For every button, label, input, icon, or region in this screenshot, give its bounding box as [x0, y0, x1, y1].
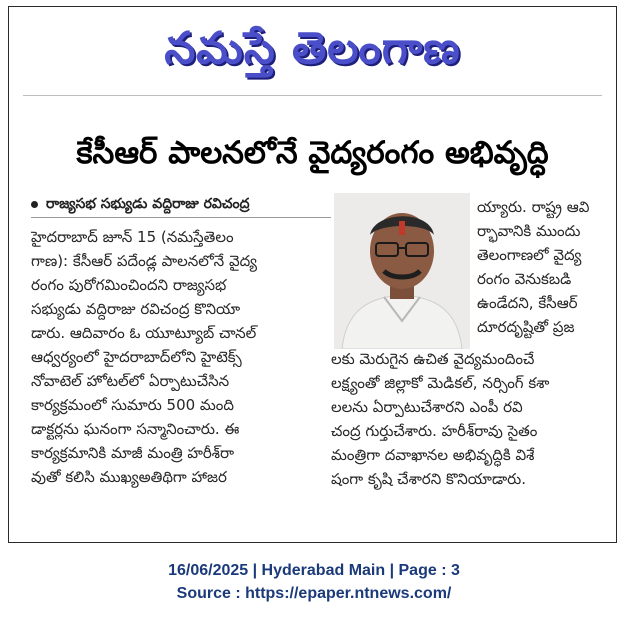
byline-divider	[31, 217, 331, 218]
text-line: రంగం పురోగమించిందని రాజ్యసభ	[31, 276, 227, 294]
text-line: డాక్టర్లను ఘనంగా సన్మానించారు. ఈ	[31, 420, 240, 438]
portrait-photo	[334, 193, 470, 349]
article-left-column	[31, 225, 329, 489]
text-line: షంగా కృషి చేశారని కొనియాడారు.	[331, 470, 526, 488]
text-line: లక్ష్యంతో జిల్లాకో మెడికల్, నర్సింగ్ కశా	[331, 374, 550, 392]
text-line: హైదరాబాద్ జూన్ 15 (నమస్తేతెలం	[31, 228, 234, 246]
bullet-icon	[31, 201, 38, 208]
text-line: ర్భావానికి ముందు	[477, 222, 581, 240]
text-line: లలను ఏర్పాటుచేశారని ఎంపీ రవి	[331, 398, 523, 416]
headline-text: కేసీఆర్ పాలనలోనే వైద్యరంగం అభివృద్ధి	[76, 135, 549, 171]
text-line: లకు మెరుగైన ఉచిత వైద్యమందించే	[331, 350, 535, 368]
masthead	[9, 9, 616, 89]
text-line: కార్యక్రమంలో సుమారు 500 మంది	[31, 396, 235, 414]
text-line: కార్యక్రమానికి మాజీ మంత్రి హరీశ్‌రా	[31, 444, 235, 462]
text-line: గాణ): కేసీఆర్ పదేండ్ల పాలనలోనే వైద్య	[31, 252, 257, 270]
masthead-divider	[23, 95, 602, 96]
footer-dateline: 16/06/2025 | Hyderabad Main | Page : 3	[168, 562, 460, 579]
headline	[9, 125, 616, 181]
byline-text: రాజ్యసభ సభ్యుడు వద్దిరాజు రవిచంద్ర	[46, 196, 250, 212]
text-line: రంగం వెనుకబడి	[477, 270, 572, 288]
byline	[31, 193, 331, 215]
text-line: డారు. ఆదివారం ఓ యూట్యూబ్ చానల్	[31, 324, 257, 342]
text-line: చంద్ర గుర్తుచేశారు. హరీశ్‌రావు సైతం	[331, 422, 538, 440]
newspaper-clipping	[8, 6, 617, 543]
article-bottom-column	[331, 347, 613, 491]
text-line: దూరదృష్టితో ప్రజ	[477, 318, 575, 336]
text-line: సభ్యుడు వద్దిరాజు రవిచంద్ర కొనియా	[31, 300, 241, 318]
text-line: ఆధ్వర్యంలో హైదరాబాద్‌లోని హైటెక్స్	[31, 348, 242, 366]
masthead-title: నమస్తే తెలంగాణ	[164, 23, 461, 74]
text-line: య్యారు. రాష్ట్ర ఆవి	[477, 198, 590, 216]
person-portrait-icon	[334, 193, 470, 349]
article-right-column	[477, 195, 617, 339]
footer-source: Source : https://epaper.ntnews.com/	[176, 585, 452, 602]
text-line: తెలంగాణలో వైద్య	[477, 246, 582, 264]
text-line: మంత్రిగా దవాఖానల అభివృద్ధికి విశే	[331, 446, 535, 464]
text-line: ఉండేదని, కేసీఆర్	[477, 294, 578, 312]
text-line: నోవాటెల్ హోటల్‌లో ఏర్పాటుచేసిన	[31, 372, 230, 390]
text-line: వుతో కలిసి ముఖ్యఅతిథిగా హాజర	[31, 468, 227, 486]
